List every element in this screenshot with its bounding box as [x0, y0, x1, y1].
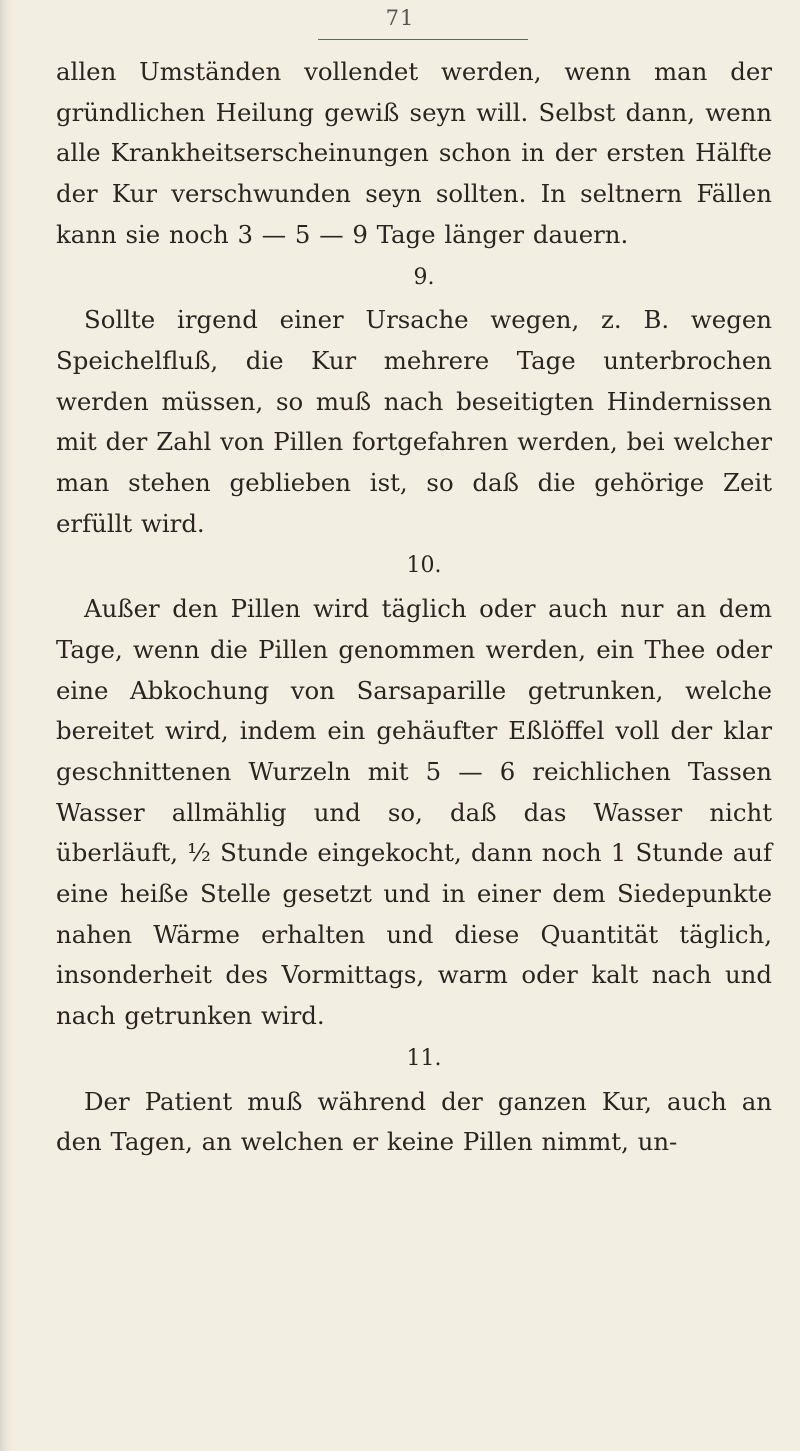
header-rule — [318, 39, 528, 40]
paragraph-10: Außer den Pillen wird täglich oder auch nur an dem Tage, wenn die Pillen genommen werden, ein Thee oder eine Abkochung von Sarsaparille getrunken, welche bereitet wird, indem ein gehäufter Eßlöffel voll der klar geschnittenen Wurzeln mit 5 — 6 reichlichen Tassen Wasser allmählig und so, daß das Wasser nicht überläuft, ½ Stunde eingekocht, dann noch 1 Stunde auf eine heiße Stelle gesetzt und in einer dem Siedepunkte nahen Wärme erhalten und diese Quantität täglich, insonderheit des Vormittags, warm oder kalt nach und nach getrunken wird. — [56, 594, 772, 1031]
section-number-9: 9. — [413, 264, 435, 290]
paragraph-continued: allen Umständen vollendet werden, wenn man der gründlichen Heilung gewiß seyn will. Selbst dann, wenn alle Krankheitserscheinungen schon in der ersten Hälfte der Kur verschwunden seyn sollten. In seltnern Fällen kann sie noch 3 — 5 — 9 Tage länger dauern. — [56, 57, 772, 249]
paragraph-11: Der Patient muß während der ganzen Kur, auch an den Tagen, an welchen er keine Pillen nimmt, un- — [56, 1086, 772, 1157]
paragraph-9: Sollte irgend einer Ursache wegen, z. B. wegen Speichelfluß, die Kur mehrere Tage unterbrochen werden müssen, so muß nach beseitigten Hindernissen mit der Zahl von Pillen fortgefahren werden, bei welcher man stehen geblieben ist, so daß die gehörige Zeit erfüllt wird. — [56, 305, 772, 538]
page-text — [56, 52, 772, 1163]
section-number-11: 11. — [406, 1045, 442, 1071]
section-number-10: 10. — [406, 553, 442, 579]
page-number: 71 — [385, 6, 415, 30]
